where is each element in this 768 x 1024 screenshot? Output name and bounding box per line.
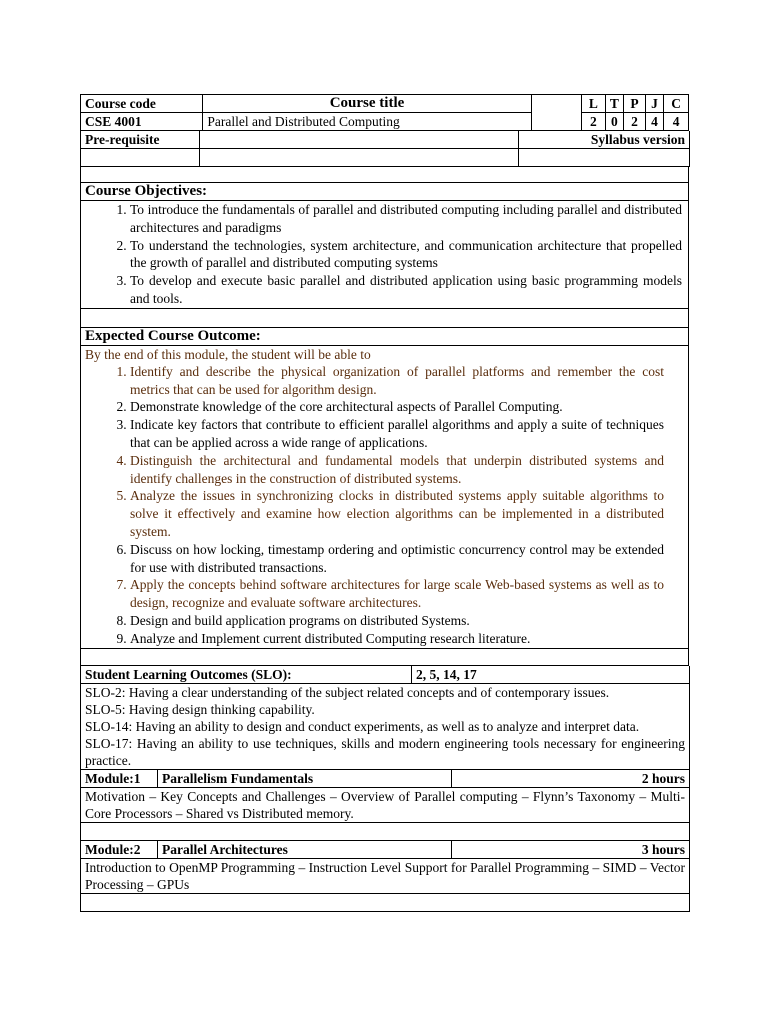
module-content: Motivation – Key Concepts and Challenges – Overview of Parallel computing – Flynn’s Taxonomy – Multi-Core Processors – Shared vs Distributed memory. [81, 787, 690, 822]
syllabus-document [80, 94, 689, 912]
outcome-item: 5. Analyze the issues in synchronizing clocks in distributed systems apply suitable algorithms to solve it effectively and examine how election algorithms can be implemented in a distributed system. [130, 487, 664, 540]
slo-table [80, 666, 690, 770]
objective-item: 3. To develop and execute basic parallel and distributed application using basic programming models and tools. [130, 272, 682, 308]
j-value: 4 [645, 113, 664, 131]
c-value: 4 [664, 113, 689, 131]
c-label: C [664, 95, 689, 113]
t-value: 0 [605, 113, 624, 131]
outcome-item: 6. Discuss on how locking, timestamp ordering and optimistic concurrency control may be extended for use with distributed transactions. [130, 541, 664, 577]
expected-outcome-heading: Expected Course Outcome: [81, 327, 689, 345]
slo-item: SLO-17: Having an ability to use techniques, skills and modern engineering tools necessary for engineering practice. [85, 735, 685, 768]
objective-item: 1. To introduce the fundamentals of parallel and distributed computing including parallel and distributed architectures and paradigms [130, 201, 682, 237]
l-value: 2 [582, 113, 606, 131]
course-objectives-heading: Course Objectives: [81, 183, 689, 201]
slo-item: SLO-2: Having a clear understanding of the subject related concepts and of contemporary issues. [85, 684, 610, 700]
j-label: J [645, 95, 664, 113]
prerequisite-label: Pre-requisite [81, 131, 200, 149]
objective-item: 2. To understand the technologies, system architecture, and communication architecture that propelled the growth of parallel and distributed computing systems [130, 237, 682, 273]
module-number: Module:2 [81, 841, 158, 859]
module-2-table [80, 841, 690, 912]
p-label: P [624, 95, 646, 113]
outcome-item: 8. Design and build application programs on distributed Systems. [130, 612, 664, 630]
module-1-table [80, 770, 690, 841]
outcome-item: 1. Identify and describe the physical organization of parallel platforms and remember the cost metrics that can be used for algorithm design. [130, 363, 664, 399]
objectives-list [85, 201, 682, 308]
module-hours: 3 hours [452, 841, 690, 859]
outcome-item: 7. Apply the concepts behind software architectures for large scale Web-based systems as well as to design, recognize and evaluate software architectures. [130, 576, 664, 612]
course-title-label: Course title [203, 95, 531, 113]
outcome-item: 3. Indicate key factors that contribute to efficient parallel algorithms and apply a suite of techniques that can be applied across a wide range of applications. [130, 416, 664, 452]
course-code-label: Course code [81, 95, 203, 113]
l-label: L [582, 95, 606, 113]
slo-item: SLO-5: Having design thinking capability. [85, 701, 315, 717]
t-label: T [605, 95, 624, 113]
module-title: Parallelism Fundamentals [158, 770, 452, 788]
outcome-item: 9. Analyze and Implement current distributed Computing research literature. [130, 630, 664, 648]
module-hours: 2 hours [452, 770, 690, 788]
outcomes-list [85, 363, 691, 648]
outcomes-intro: By the end of this module, the student will be able to [85, 346, 371, 362]
course-header-table [80, 94, 689, 131]
objectives-table [80, 167, 689, 666]
prerequisite-table [80, 131, 690, 167]
syllabus-version-label: Syllabus version [519, 131, 690, 149]
outcome-item: 2. Demonstrate knowledge of the core architectural aspects of Parallel Computing. [130, 398, 664, 416]
module-title: Parallel Architectures [158, 841, 452, 859]
slo-item: SLO-14: Having an ability to design and conduct experiments, as well as to analyze and interpret data. [85, 718, 640, 734]
outcome-item: 4. Distinguish the architectural and fundamental models that underpin distributed systems and identify challenges in the construction of distributed systems. [130, 452, 664, 488]
module-content: Introduction to OpenMP Programming – Instruction Level Support for Parallel Programming – SIMD – Vector Processing – GPUs [81, 858, 690, 893]
p-value: 2 [624, 113, 646, 131]
course-code-value: CSE 4001 [81, 113, 203, 131]
module-number: Module:1 [81, 770, 158, 788]
course-title-value: Parallel and Distributed Computing [203, 113, 531, 131]
slo-label: Student Learning Outcomes (SLO): [81, 666, 412, 684]
slo-values: 2, 5, 14, 17 [412, 666, 690, 684]
